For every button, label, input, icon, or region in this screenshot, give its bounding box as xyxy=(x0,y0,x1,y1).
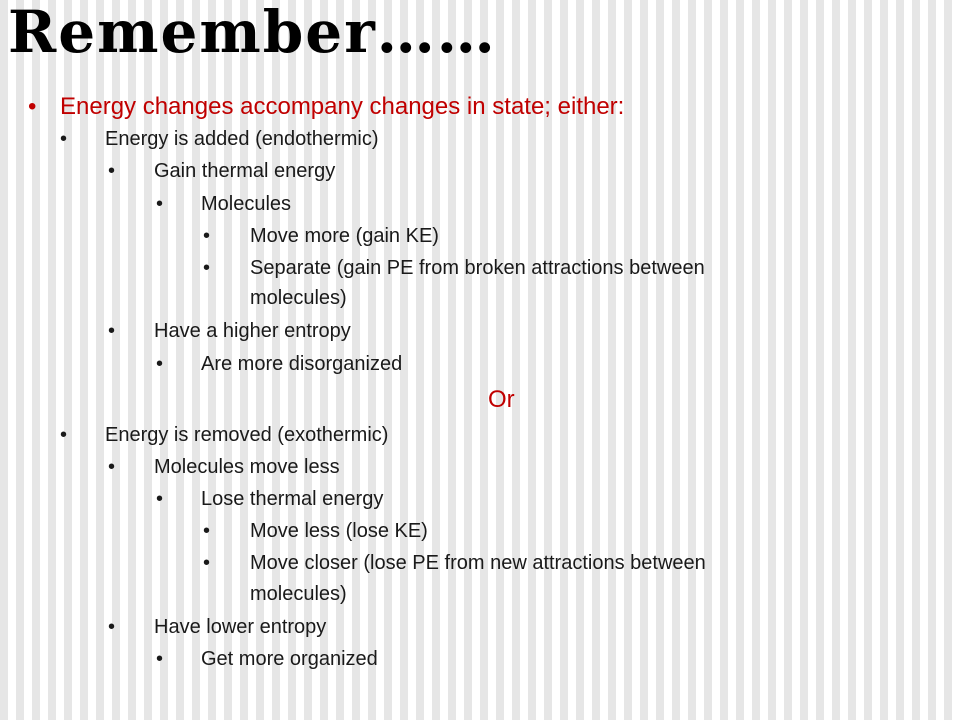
bullet-icon: • xyxy=(108,320,116,342)
move-less-ke-text: Move less (lose KE) xyxy=(250,520,428,542)
bullet-icon: • xyxy=(203,552,211,574)
bullet-icon: • xyxy=(203,225,211,247)
bullet-icon: • xyxy=(108,160,116,182)
organized-text: Get more organized xyxy=(201,648,378,670)
bullet-icon: • xyxy=(203,257,211,279)
endothermic-heading-text: Energy is added (endothermic) xyxy=(105,128,379,150)
move-less-text: Molecules move less xyxy=(154,456,340,478)
slide-title: Remember…… xyxy=(8,0,497,66)
bullet-icon: • xyxy=(60,128,68,150)
bullet-icon: • xyxy=(203,520,211,542)
move-closer-text: Move closer (lose PE from new attractions between xyxy=(250,552,706,574)
bullet-icon: • xyxy=(156,648,164,670)
higher-entropy-text: Have a higher entropy xyxy=(154,320,351,342)
bullet-icon: • xyxy=(28,93,37,120)
lose-thermal-text: Lose thermal energy xyxy=(201,488,384,510)
bullet-icon: • xyxy=(156,353,164,375)
bullet-icon: • xyxy=(156,488,164,510)
bullet-icon: • xyxy=(108,456,116,478)
disorganized-text: Are more disorganized xyxy=(201,353,403,375)
bullet-icon: • xyxy=(108,616,116,638)
bullet-icon: • xyxy=(156,193,164,215)
molecules-text: Molecules xyxy=(201,193,292,215)
or-separator: Or xyxy=(488,386,515,413)
separate-text: Separate (gain PE from broken attractions between xyxy=(250,257,705,279)
main-point-text: Energy changes accompany changes in state; either: xyxy=(60,93,625,120)
move-closer-text-continuation: molecules) xyxy=(250,583,347,605)
separate-text-continuation: molecules) xyxy=(250,287,347,309)
exothermic-heading-text: Energy is removed (exothermic) xyxy=(105,424,389,446)
gain-thermal-text: Gain thermal energy xyxy=(154,160,336,182)
bullet-icon: • xyxy=(60,424,68,446)
move-more-text: Move more (gain KE) xyxy=(250,225,439,247)
lower-entropy-text: Have lower entropy xyxy=(154,616,327,638)
